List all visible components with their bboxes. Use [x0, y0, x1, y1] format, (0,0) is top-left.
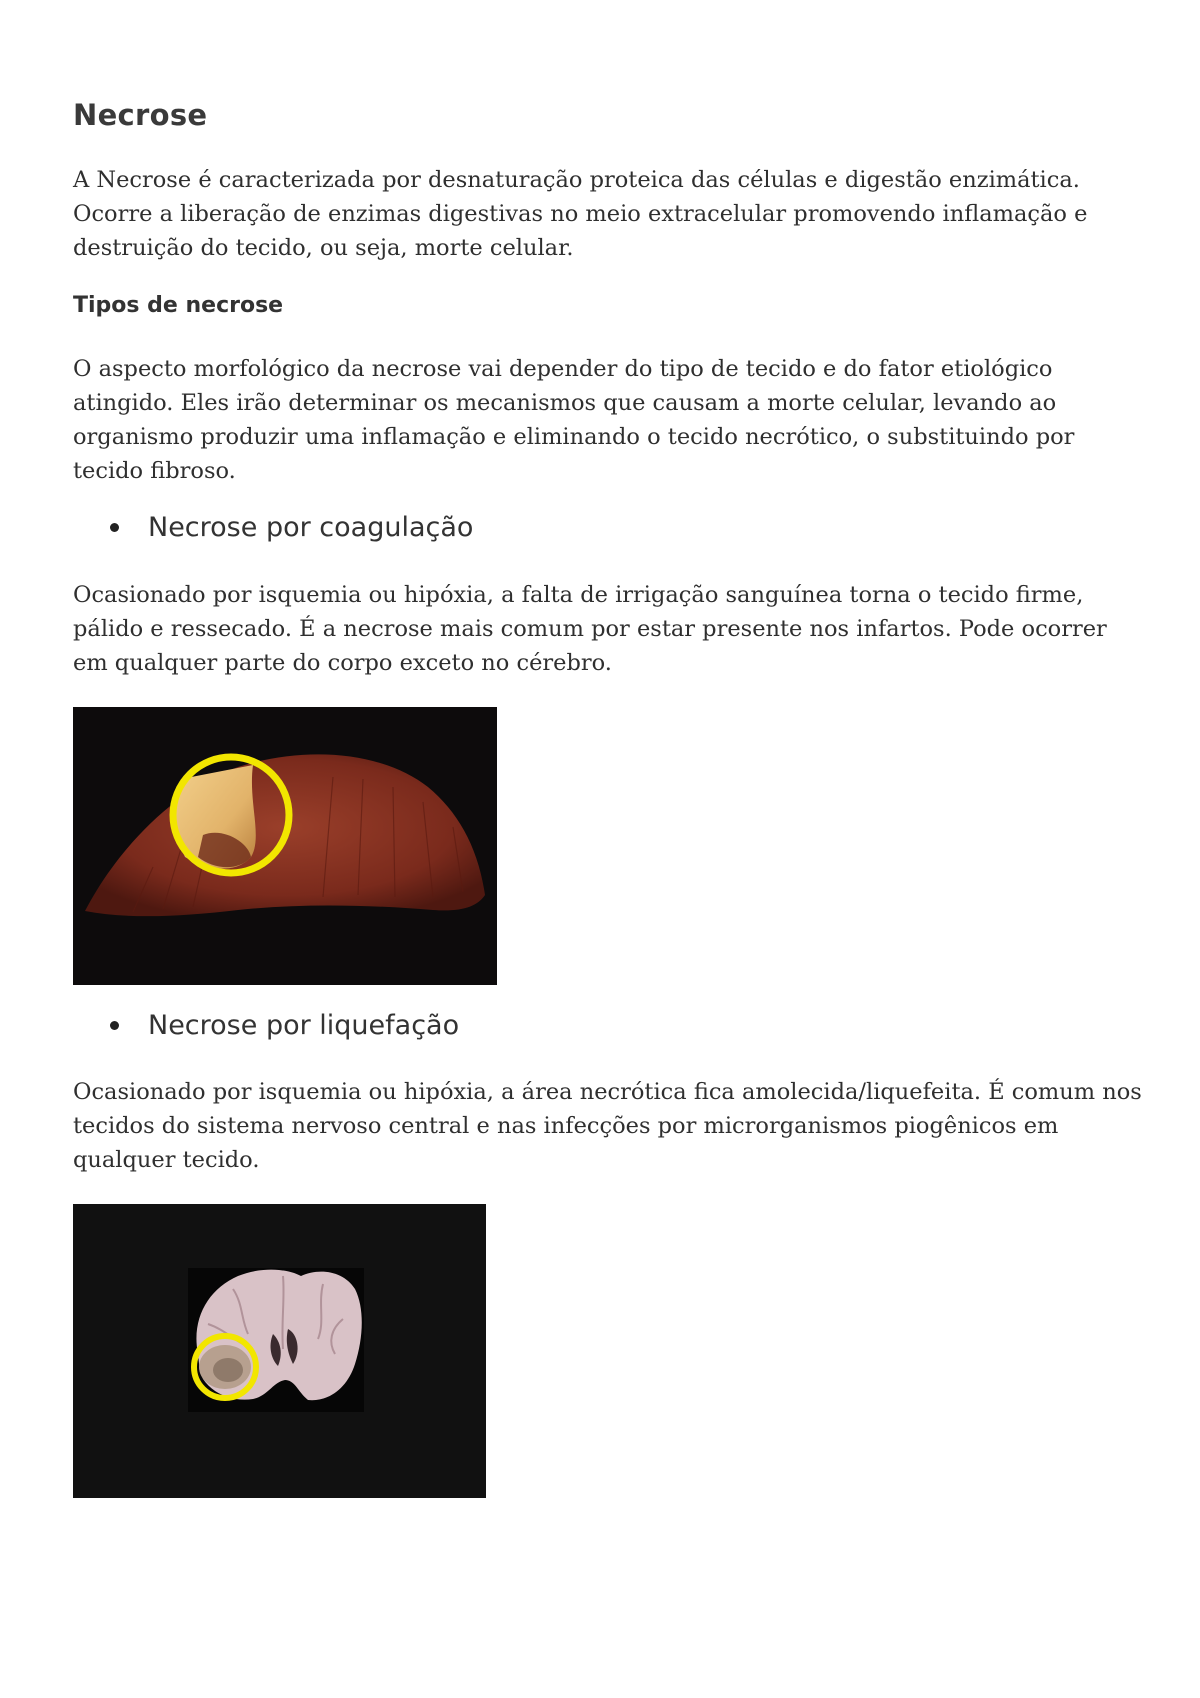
types-heading: Tipos de necrose: [73, 293, 284, 318]
bullet-liquefaction-label: Necrose por liquefação: [148, 1010, 460, 1041]
bullet-coagulation: [73, 512, 473, 543]
intro-paragraph: A Necrose é caracterizada por desnaturação proteica das células e digestão enzimática. Ocorre a liberação de enzimas digestivas no meio extracelular promovendo inflamação e destruição do tecido, ou seja, morte celular.: [73, 167, 1088, 261]
types-intro-paragraph: O aspecto morfológico da necrose vai depender do tipo de tecido e do fator etiológico atingido. Eles irão determinar os mecanismos que causam a morte celular, levando ao organismo produzir uma inflamação e eliminando o tecido necrótico, o substituindo por tecido fibroso.: [73, 356, 1075, 484]
liquefactive-necrosis-image: [73, 1204, 486, 1498]
bullet-dot-icon: [110, 523, 119, 532]
coagulation-paragraph: Ocasionado por isquemia ou hipóxia, a falta de irrigação sanguínea torna o tecido firme, pálido e ressecado. É a necrose mais comum por estar presente nos infartos. Pode ocorrer em qualquer parte do corpo exceto no cérebro.: [73, 582, 1107, 676]
bullet-dot-icon: [110, 1021, 119, 1030]
bullet-coagulation-label: Necrose por coagulação: [148, 512, 474, 543]
liquefaction-paragraph: Ocasionado por isquemia ou hipóxia, a área necrótica fica amolecida/liquefeita. É comum nos tecidos do sistema nervoso central e nas infecções por microrganismos piogênicos em qualquer tecido.: [73, 1079, 1142, 1173]
coagulative-necrosis-image: [73, 707, 497, 985]
bullet-liquefaction: [73, 1010, 459, 1041]
document-title: Necrose: [73, 98, 208, 132]
